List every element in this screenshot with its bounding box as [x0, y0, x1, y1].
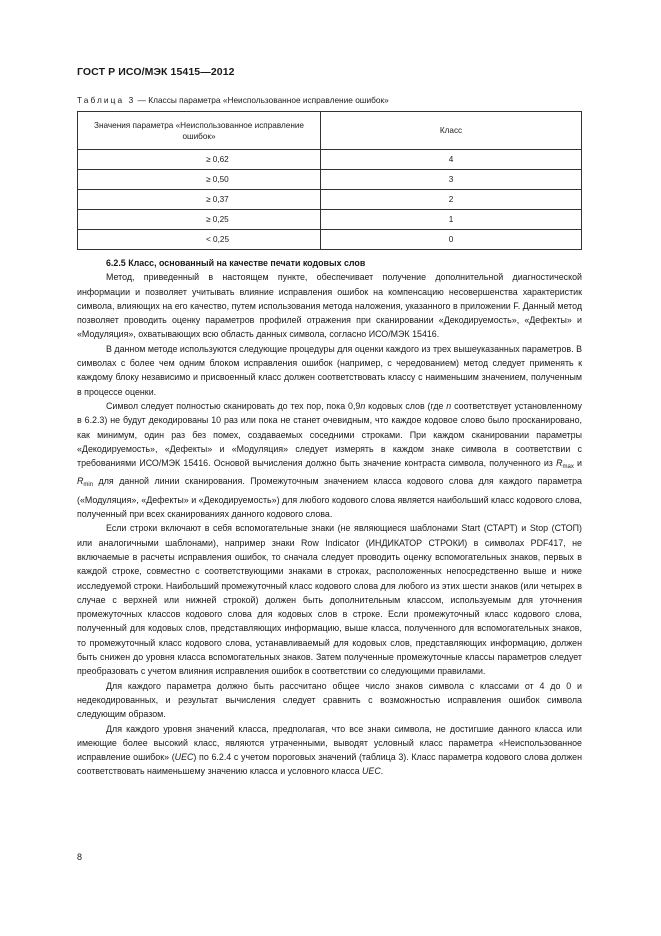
table-row — [78, 230, 582, 250]
variable-n: n — [360, 400, 366, 411]
paragraph-6-text: . — [380, 766, 384, 777]
variable-r-max: R — [556, 458, 563, 469]
value-cell: ≥ 0,37 — [78, 190, 321, 210]
paragraph-4: Если строки включают в себя вспомогательные знаки (не являющиеся шаблонами Start (СТАРТ) и Stop (СТОП) или аналогичными шаблонами), например знаки Row Indicator (ИНДИКАТОР СТРОКИ) в символах PDF417, не включаемые в расчеты исправления ошибок, то сначала следует проводить оценку вспомогательных знаков, первых в каждой строке, совместно с соответствующими знаками в строках, расположенных непосредственно выше и ниже исследуемой строки. Наибольший промежуточный класс кодового слова для любого из этих шести знаков (или четырех в случае с верхней или нижней строкой) должен быть дополнительным классом, используемым для уточнения промежуточных классов кодового слова для кодовых слов в строке. Если промежуточный класс кодового слова, полученный для кодовых слов, представляющих информацию, выше класса, полученного для вспомогательных знаков, то промежуточный класс кодового слова, устанавливаемый для кодовых слов, представляющих информацию, должен быть снижен до уровня класса вспомогательных знаков. Затем полученные промежуточные классы параметров следует преобразовать с учетом влияния исправления ошибок в соответствии со следующими правилами. — [77, 523, 582, 677]
value-cell: ≥ 0,25 — [78, 210, 321, 230]
table-caption-text: — Классы параметра «Неиспользованное исправление ошибок» — [135, 95, 389, 105]
paragraph-3 — [77, 399, 582, 521]
grade-cell: 0 — [321, 230, 582, 250]
value-cell: < 0,25 — [78, 230, 321, 250]
paragraph-3-text: соответствует установленному в 6.2.3) не будут декодированы 10 раз или пока не станет очевидным, что каждое кодовое слово было просканировано, как минимум, один раз без помех, создаваемых соседними строками. При каждом сканировании параметры «Декодируемость», «Дефекты» и «Модуляция» следует измерять в каждом знаке символа в соответствии с требованиями ИСО/МЭК 15416. Основой вычисления должно быть значение контраста символа, полученного из — [77, 400, 582, 469]
value-cell: ≥ 0,50 — [78, 170, 321, 190]
page-number: 8 — [77, 852, 83, 862]
grade-cell: 3 — [321, 170, 582, 190]
grade-table — [77, 111, 582, 250]
paragraph-3-text: Символ следует полностью сканировать до тех пор, пока 0,9 — [106, 400, 361, 411]
paragraph-1: Метод, приведенный в настоящем пункте, обеспечивает получение дополнительной диагностической информации и позволяет учитывать влияние исправления ошибок на компенсацию несовершенства характеристик символа, влияющих на его качество, путем использования метода наложения, указанного в приложении F. Данный метод позволяет проводить оценку параметров профилей отражения при сканировании «Декодируемость», «Дефекты» и «Модуляция», охватывающих всю область данных символа, согласно ИСО/МЭК 15416. — [77, 272, 582, 340]
grade-cell: 2 — [321, 190, 582, 210]
subscript-max: max — [562, 464, 574, 471]
paragraph-6 — [77, 722, 582, 779]
section-6-2-5 — [77, 256, 582, 779]
table-row — [78, 170, 582, 190]
paragraph-3-text: для данной линии сканирования. Промежуточным значением класса кодового слова для каждого параметра («Модуляция», «Дефекты» и «Декодируемость») для любого кодового слова является наибольший класс кодового слова, полученный при всех сканированиях данного кодового слова. — [77, 476, 582, 520]
grade-cell: 4 — [321, 150, 582, 170]
paragraph-6-text: ) по 6.2.4 с учетом пороговых значений (таблица 3). Класс параметра кодового слова должен соответствовать наименьшему значению класса и условного класса — [77, 752, 582, 777]
table-row — [78, 210, 582, 230]
value-cell: ≥ 0,62 — [78, 150, 321, 170]
paragraph-2: В данном методе используются следующие процедуры для оценки каждого из трех вышеуказанных параметров. В символах с более чем одним блоком исправления ошибок (например, с чередованием) метод следует применять к каждому блоку независимо и присвоенный класс должен соответствовать классу с наименьшим значением, полученным в процессе оценки. — [77, 343, 582, 397]
abbr-uec: UEC — [174, 752, 194, 763]
column-header-value: Значения параметра «Неиспользованное исправление ошибок» — [78, 112, 321, 150]
paragraph-3-text: и — [573, 458, 582, 469]
table-row — [78, 150, 582, 170]
variable-n: n — [446, 400, 452, 411]
document-header: ГОСТ Р ИСО/МЭК 15415—2012 — [77, 66, 235, 78]
table-row — [78, 190, 582, 210]
section-heading: 6.2.5 Класс, основанный на качестве печати кодовых слов — [106, 258, 366, 268]
table-caption-label: Таблица 3 — [77, 95, 136, 105]
grade-cell: 1 — [321, 210, 582, 230]
paragraph-3-text: кодовых слов (где — [365, 400, 447, 411]
subscript-min: min — [83, 482, 94, 489]
variable-r-min: R — [77, 476, 84, 487]
table-header-row — [78, 112, 582, 150]
abbr-uec: UEC — [362, 766, 381, 777]
column-header-grade: Класс — [321, 112, 582, 150]
paragraph-5: Для каждого параметра должно быть рассчитано общее число знаков символа с классами от 4 до 0 и недекодированных, и результат вычисления следует сравнить с возможностью исправления ошибок символа следующим образом. — [77, 680, 582, 720]
paragraph-6-text: Для каждого уровня значений класса, предполагая, что все знаки символа, не достигшие данного класса или имеющие более высокий класс, являются утраченными, выводят условный класс параметра «Неиспользованное исправление ошибок» ( — [77, 723, 582, 763]
table-caption — [77, 95, 389, 105]
